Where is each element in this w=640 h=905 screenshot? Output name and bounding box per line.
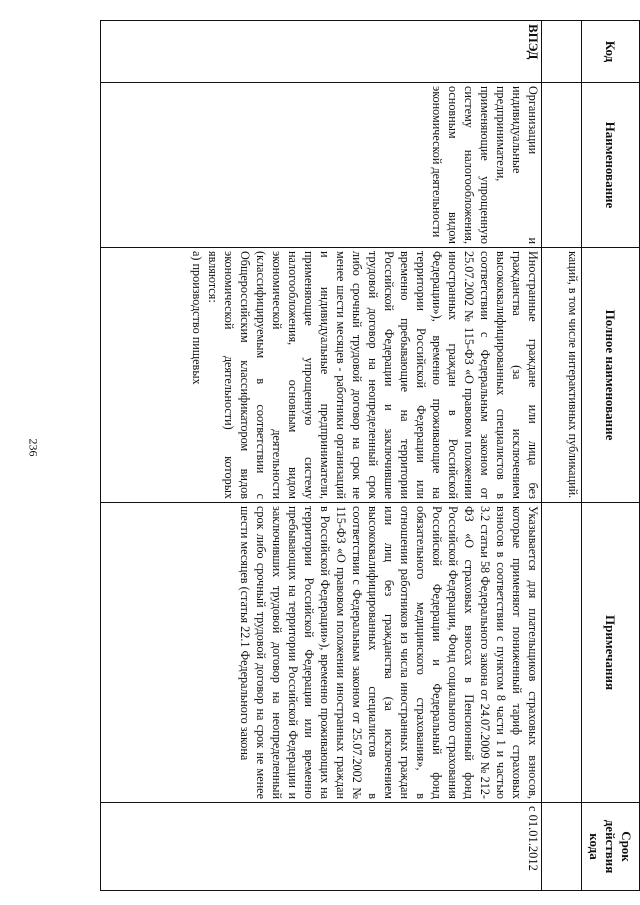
full-name-cell	[101, 248, 542, 503]
header-full-name: Полное наименование	[582, 248, 640, 503]
code-cell: ВПЭД	[101, 21, 542, 83]
continuation-date-cell	[542, 803, 582, 891]
table-header-row	[582, 21, 640, 891]
full-name-content	[109, 251, 541, 499]
continuation-code-cell	[542, 21, 582, 83]
valid-from-cell: с 01.01.2012	[101, 803, 542, 891]
table-row	[542, 21, 582, 891]
name-cell: Организации и индивидуальные предприниматели, применяющие упрощенную систему налогообложения, основным видом экономической деятельности	[101, 83, 542, 248]
header-notes: Примечания	[582, 503, 640, 803]
continuation-notes-cell	[542, 503, 582, 803]
header-valid-from: Срок действия кода	[582, 803, 640, 891]
rotated-table-wrapper	[100, 20, 640, 890]
notes-content: Указывается для плательщиков страховых взносов, которые применяют пониженный тариф страховых взносов в соответствии с пунктом 8 части 1 и частью 3.2 статьи 58 Федерального закона от 24.07.2009 № 212-ФЗ «О страховых взносах в Пенсионный фонд Российской Федерации, Фонд социального страхования Российской Федерации и Федеральный фонд обязательного медицинского страхования», в отношении работников из числа иностранных граждан или лиц без гражданства (за исключением высококвалифицированных специалистов в соответствии с Федеральным законом от 25.07.2002 № 115-ФЗ «О правовом положении иностранных граждан в Российской Федерации»), временно проживающих на территории Российской Федерации или временно пребывающих на территории Российской Федерации и заключивших трудовой договор на неопределенный срок либо срочный трудовой договор на срок не менее шести месяцев (статья 22.1 Федерального закона	[238, 506, 540, 799]
full-name-text: Иностранные граждане или лица без гражданства (за исключением высококвалифицированных специалистов в соответствии с Федеральным законом от 25.07.2002 № 115-ФЗ «О правовом положении иностранных граждан в Российской Федерации»), временно проживающие на территории Российской Федерации или временно пребывающие на территории Российской Федерации и заключившие трудовой договор на неопределенный срок либо срочный трудовой договор на срок не менее шести месяцев - работники организаций и индивидуальные предприниматели, применяющие упрощенную систему налогообложения, основным видом экономической деятельности (классифицируемым в соответствии с Общероссийским классификатором видов экономической деятельности) которых являются:	[206, 251, 540, 499]
header-code: Код	[582, 21, 640, 83]
codes-table	[100, 20, 640, 891]
notes-cell	[101, 503, 542, 803]
header-name: Наименование	[582, 83, 640, 248]
page-number: 236	[26, 438, 41, 457]
full-name-item: а) производство пищевых	[190, 251, 204, 385]
table-row	[101, 21, 542, 891]
continuation-full-name-cell: каций, в том числе интерактивных публикаций.	[542, 248, 582, 503]
continuation-name-cell	[542, 83, 582, 248]
